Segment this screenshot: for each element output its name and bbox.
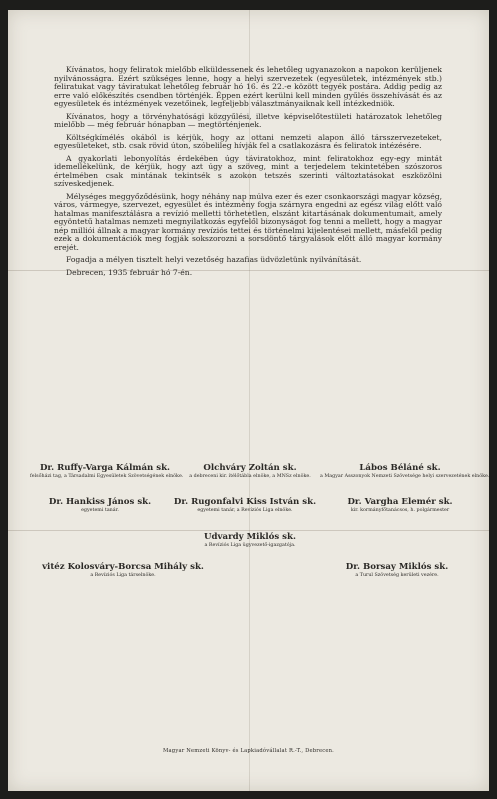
signatory-name: Udvardy Miklós sk. (204, 532, 296, 542)
signatory-name: Lábos Béláné sk. (359, 463, 441, 473)
signature-block (322, 562, 472, 579)
signatory-role: kir. kormányfőtanácsos, h. polgármester (350, 508, 450, 513)
paragraph: Kívánatos, hogy a törvényhatósági közgyűlési, illetve képviselőtestületi határozatok lehetőleg mielőbb — még február hónapban — megtörténjenek. (54, 111, 442, 129)
signature-block (30, 497, 170, 514)
paragraph: Fogadja a mélyen tisztelt helyi vezetőség hazafias üdvözletünk nyilvánítását. (66, 255, 362, 264)
paragraph: Mélységes meggyőződésünk, hogy néhány nap múlva ezer és ezer csonkaországi magyar község, város, vármegye, szervezet, egyesület és intézmény fogja szárnyra engedni az egész világ előtt való hatalmas manifesztálásra a revízió melletti törhetetlen, elszánt kitartásának dokumentumait, amely egyöntetű hatalmas nemzeti megnyilatkozás egyfelől bizonyságot fog tenni a mellett, hogy a magyar nép milliói állnak a magyar kormány revíziós tettei és történelmi kijelentései mellett, másfelől pedig ezek a dokumentációk meg fogják sokszorozni a sorsdöntő tárgyalások előtt álló magyar kormány erejét. (54, 191, 442, 252)
signatory-role: egyetemi tanár, a Revíziós Liga elnöke. (197, 508, 293, 513)
signatory-role: a Revíziós Liga társelnöke. (90, 573, 156, 578)
signatory-name: Dr. Hankiss János sk. (48, 497, 152, 507)
signatory-name: Dr. Borsay Miklós sk. (345, 562, 449, 572)
signatory-name: Dr. Ruffy-Varga Kálmán sk. (39, 463, 171, 473)
paragraph: Költségkímélés okából is kérjük, hogy az ottani nemzeti alapon álló társszervezeteket, egyesületeket, stb. csak rövid úton, szóbelileg hívják fel a csatlakozásra és feliratok intézésére. (54, 132, 442, 150)
signatory-role: felsőházi tag, a Társadalmi Egyesületek Szövetségének elnöke. (30, 474, 184, 479)
signature-block (170, 497, 320, 514)
signature-block (180, 463, 320, 480)
signature-block (325, 497, 475, 514)
signature-block (28, 562, 218, 579)
signature-block (30, 463, 184, 480)
signatory-role: egyetemi tanár. (81, 508, 119, 513)
signatory-role: a debreceni kir. ítélőtábla elnöke, a MNSz elnöke. (189, 474, 311, 479)
letter-date: Debrecen, 1935 február hó 7-én. (66, 267, 193, 277)
signatory-role: a Magyar Asszonyok Nemzeti Szövetsége helyi szervezetének elnöke. (320, 474, 490, 479)
signatory-role: a Turul Szövetség kerületi vezére. (355, 573, 439, 578)
printer-imprint: Magyar Nemzeti Könyv- és Lapkiadóvállalat R.-T., Debrecen. (163, 748, 334, 754)
signature-block (160, 532, 340, 549)
paragraph: A gyakorlati lebonyolítás érdekében úgy táviratokhoz, mint feliratokhoz egy-egy mintát idemellékelünk, de kérjük, hogy azt úgy a szöveg, mint a terjedelem tekintetében szószoros értelmében csak mintának tekintsék s azokon tetszés szerinti változtatásokat eszközölni szíveskedjenek. (54, 153, 442, 188)
signatory-name: Olchváry Zoltán sk. (203, 463, 297, 473)
signatory-name: Dr. Rugonfalvi Kiss István sk. (173, 497, 317, 507)
signatory-role: a Revíziós Liga ügyvezető-igazgatója. (204, 543, 296, 548)
signatory-name: vitéz Kolosváry-Borcsa Mihály sk. (42, 562, 204, 572)
paragraph: Kívánatos, hogy feliratok mielőbb elküldessenek és lehetőleg ugyanazokon a napokon kerüljenek nyilvánosságra. Ezért szükséges lenne, hogy a helyi szervezetek (egyesületek, intézmények stb.) feliratukat vagy táviratukat lehetőleg február hó 16. és 22.-e között tegyék postára. Addig pedig az erre való előkészítés csendben történjék. Éppen ezért kerülni kell minden gyűlés összehívását és az egyesületek és intézmények vezetőinek, legfeljebb választmányaiknak kell intézkedniök. (54, 65, 442, 108)
letter-body (54, 66, 442, 281)
signature-block (320, 463, 490, 480)
signatory-name: Dr. Vargha Elemér sk. (347, 497, 453, 507)
